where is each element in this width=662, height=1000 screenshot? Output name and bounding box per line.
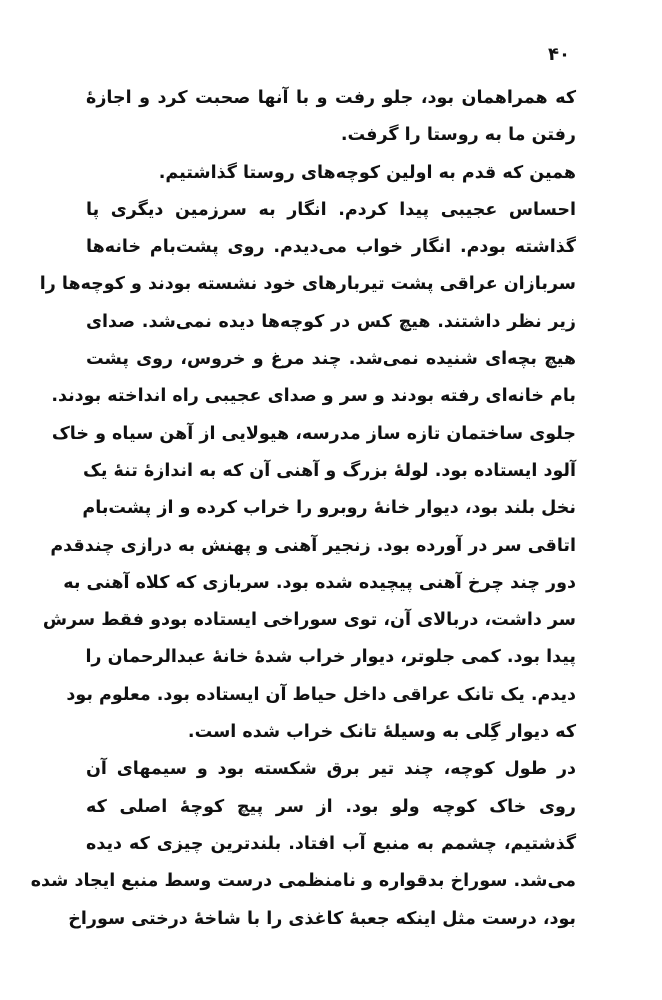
text-line: زیر نظر داشتند. هیچ کس در کوچه‌ها دیده نمی‌شد. صدای bbox=[86, 311, 576, 332]
text-line: که همراهمان بود، جلو رفت و با آنها صحبت کرد و اجازهٔ bbox=[86, 88, 576, 108]
text-line: گذشتیم، چشمم به منبع آب افتاد. بلندترین چیزی که دیده bbox=[86, 833, 576, 854]
body-text bbox=[30, 80, 576, 938]
text-line: هیچ بچه‌ای شنیده نمی‌شد. چند مرغ و خروس، روی پشت bbox=[86, 349, 576, 370]
text-line: می‌شد. سوراخ بدقواره و نامنظمی درست وسط منبع ایجاد شده bbox=[30, 871, 576, 892]
text-line: جلوی ساختمان تازه ساز مدرسه، هیولایی از آهن سیاه و خاک bbox=[51, 423, 576, 444]
text-line: بام خانه‌ای رفته بودند و سر و صدای عجیبی راه انداخته بودند. bbox=[51, 386, 576, 407]
text-line: روی خاک کوچه ولو بود. از سر پیچ کوچهٔ اصلی که bbox=[86, 796, 576, 817]
page-number: ۴۰ bbox=[548, 44, 570, 65]
text-line: سر داشت، دربالای آن، توی سوراخی ایستاده بودو فقط سرش bbox=[42, 610, 576, 631]
text-line: دیدم. یک تانک عراقی داخل حیاط آن ایستاده بود. معلوم بود bbox=[66, 684, 576, 705]
text-line: نخل بلند بود، دیوار خانهٔ روبرو را خراب کرده و از پشت‌بام bbox=[82, 498, 576, 519]
text-line: همین که قدم به اولین کوچه‌های روستا گذاشتیم. bbox=[158, 162, 576, 183]
text-line: بود، درست مثل اینکه جعبهٔ کاغذی را با شاخهٔ درختی سوراخ bbox=[68, 908, 576, 929]
text-line: دور چند چرخ آهنی پیچیده شده بود. سربازی که کلاه آهنی به bbox=[63, 572, 576, 593]
text-line: گذاشته بودم. انگار خواب می‌دیدم. روی پشت‌بام خانه‌ها bbox=[86, 237, 576, 258]
text-line: آلود ایستاده بود. لولهٔ بزرگ و آهنی آن که به اندازهٔ تنهٔ یک bbox=[82, 460, 576, 481]
text-line: در طول کوچه، چند تیر برق شکسته بود و سیمهای آن bbox=[86, 759, 576, 780]
text-line: احساس عجیبی پیدا کردم. انگار به سرزمین دیگری پا bbox=[86, 199, 576, 220]
text-line: پیدا بود. کمی جلوتر، دیوار خراب شدهٔ خانهٔ عبدالرحمان را bbox=[85, 647, 576, 668]
text-line: سربازان عراقی پشت تیربارهای خود نشسته بودند و کوچه‌ها را bbox=[39, 274, 576, 295]
text-line: اتاقی سر در آورده بود. زنجیر آهنی و پهنش به درازی چندقدم bbox=[50, 535, 576, 556]
text-line: رفتن ما به روستا را گرفت. bbox=[340, 125, 576, 146]
text-line: که دیوار گِلی به وسیلهٔ تانک خراب شده است. bbox=[187, 722, 576, 743]
